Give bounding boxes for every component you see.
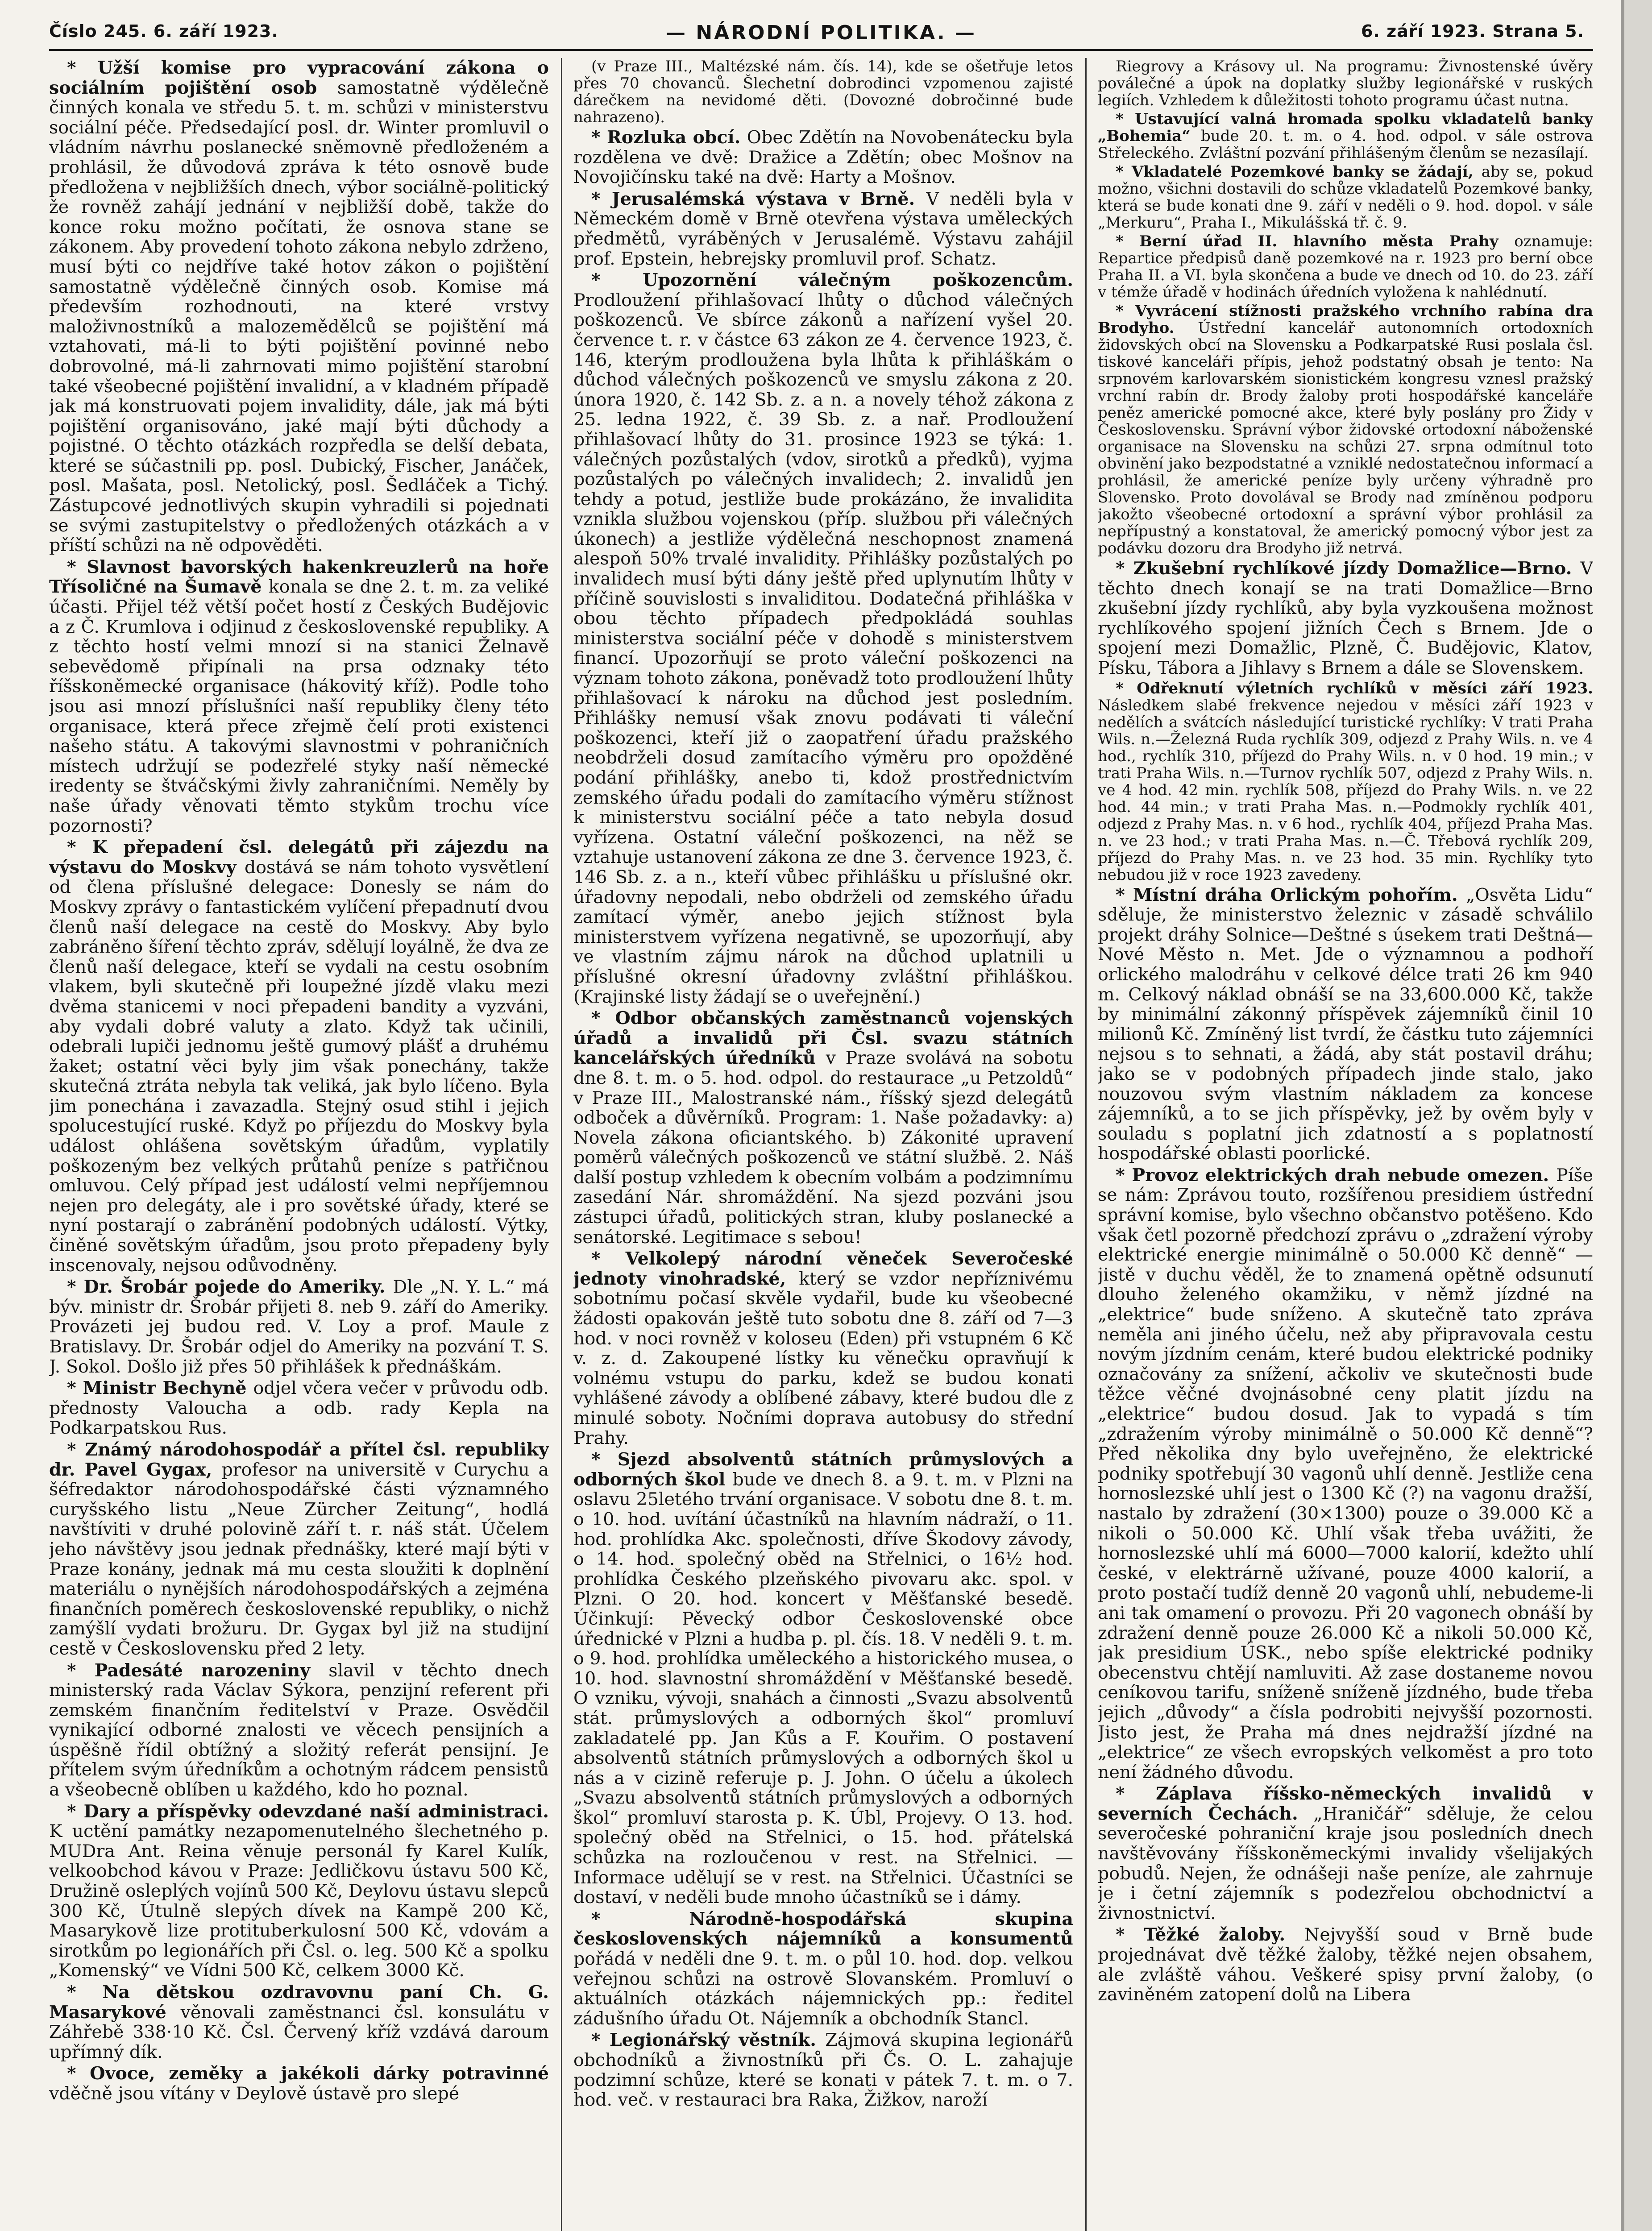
article-body: Zájmová skupina legionářů obchodníků a živnostníků při Čs. O. L. zahajuje podzimní schůze, které se konati v pátek 7. t. m. o 7. hod. več. v restauraci bra Raka, Žižkov, naroží <box>573 2030 1073 2111</box>
article-headline: * Padesáté narozeniny <box>67 1660 329 1681</box>
column-2 <box>573 58 1073 2231</box>
article <box>1098 1784 1593 1923</box>
article-body: K uctění památky nezapomenutelného šlechetného p. MUDra Ant. Reina věnuje personál fy Karel Kulík, velkoobchod kávou v Praze: Jedličkovu ústavu 500 Kč, Družině osleplých vojínů 500 Kč, Deylovu ústavu slepců 300 Kč, Útulně slepých dívek na Kampě 200 Kč, Masarykově lize protituberkulosní 500 Kč, vdovám a sirotkům po legionářích při Čsl. o. leg. 500 Kč a spolku „Komenský“ ve Vídni 500 Kč, celkem 3000 Kč. <box>49 1821 549 1981</box>
article <box>49 1378 549 1438</box>
column-1 <box>49 58 549 2231</box>
article <box>573 128 1073 187</box>
article <box>1098 233 1593 301</box>
article-headline: * Ovoce, zeměky a jakékoli dárky potravinné <box>67 2063 549 2084</box>
article-body: pořádá v neděli dne 9. t. m. o půl 10. hod. dop. velkou veřejnou schůzi na ostrově Slovanském. Promluví o aktuálních otázkách nájemnických pp.: ředitel zádušního úřadu Ot. Nájemník a obchodník Stancl. <box>573 1949 1073 2029</box>
article-body: v Praze svolává na sobotu dne 8. t. m. o 5. hod. odpol. do restaurace „u Petzoldů“ v Praze III., Malostranské nám., říšský sjezd delegátů odboček a důvěrníků. Program: 1. Naše požadavky: a) Novela zákona oficiantského. b) Zákonité upravení poměrů válečných poškozenců ve státní službě. 2. Náš další postup vzhledem k obecním volbám a podzimnímu zasedání Nár. shromáždění. Na sjezd pozváni jsou zástupci úřadů, politických stran, kluby poslanecké a senátorské. Legitimace s sebou! <box>573 1048 1073 1248</box>
article-headline: * Zkušební rychlíkové jízdy Domažlice—Brno. <box>1116 558 1581 579</box>
article-headline: * K přepadení čsl. delegátů při zájezdu na výstavu do Moskvy <box>49 837 549 878</box>
scan-edge <box>1621 0 1652 2231</box>
article-body: bude ve dnech 8. a 9. t. m. v Plzni na oslavu 25letého trvání organisace. V sobotu dne 8. t. m. o 10. hod. uvítání účastníků na hlavním nádraží, o 11. hod. prohlídka Akc. společnosti, dříve Škodovy závody, o 14. hod. společný oběd na Střelnici, o 16½ hod. prohlídka Českého plzeňského pivovaru akc. spol. v Plzni. O 20. hod. koncert v Měšťanské besedě. Účinkují: Pěvecký odbor Československé obce úřednické v Plzni a hudba p. pl. čís. 18. V neděli 9. t. m. o 9. hod. prohlídka uměleckého a historického musea, o 10. hod. slavnostní shromáždění v Měšťanské besedě. O vzniku, vývoji, snahách a činnosti „Svazu absolventů stát. průmyslových a odborných škol“ promluví zakladatelé pp. Jan Kůs a F. Kouřim. O postavení absolventů státních průmyslových a odborných škol u nás a v cizině referuje p. J. John. O účelu a úkolech „Svazu absolventů státních průmyslových a odborných škol“ promluví starosta p. K. Úbl, Projevy. O 13. hod. společný oběd na Střelnici, o 15. hod. přátelská schůzka na rozloučenou v rest. na Střelnici. — Informace udělují se v rest. na Střelnici. Účastníci se dostaví, v neděli bude mnoho účastníků se i dámy. <box>573 1469 1073 1908</box>
article-body: věnovali zaměstnanci čsl. konsulátu v Záhřebě 338·10 Kč. Čsl. Červený kříž vzdává daroum upřímný dík. <box>49 2002 549 2062</box>
article-body: aby se, pokud možno, všichni dostavili do schůze vkladatelů Pozemkové banky, která se bude konati dne 9. září v neděli o 9. hod. dopol. v sále „Merkuru“, Praha I., Mikulášská tř. č. 9. <box>1098 163 1593 232</box>
article-body: „Hraničář“ sděluje, že celou severočeské pohraniční kraje jsou posledních dnech navštěvovány říšskoněmeckými invalidy všelijakých pobudů. Nejen, že odnášeji naše peníze, ale zahrnuje je i četní zájemník s podezřelou obchodnictví a živnostnictví. <box>1098 1803 1593 1924</box>
article-headline: * Legionářský věstník. <box>591 2030 826 2051</box>
article-headline: * Velkolepý národní věneček Severočeské jednoty vinohradské, <box>573 1248 1073 1289</box>
article <box>573 1450 1073 1908</box>
article <box>49 1982 549 2062</box>
article-body: „Osvěta Lidu“ sděluje, že ministerstvo železnic v zásadě schválilo projekt dráhy Solnice—Deštné s úsekem trati Deštná—Nové Město n. Met. Jde o významnou a podhoří orlického malodráhu v celkové délce trati 26 km 940 m. Celkový náklad obnáší se na 33,600.000 Kč, takže by minimální zákonný příspěvek zájemníků činil 10 milionů Kč. Zmíněný list tvrdí, že částku tuto zájemníci nejsou s to sehnati, a žádá, aby stát postavil dráhu; jako se v podobných případech jinde stalo, jako nouzovou svým vlastním nákladem za koncese zájemníků, a to se jich příspěvky, jež by ověm byly v souladu s poplatní jich zdatností a s poplatností hospodářské oblasti poorlické. <box>1098 884 1593 1164</box>
article-headline: * Vyvrácení stížnosti pražského vrchního rabína dra Brodyho. <box>1098 302 1593 337</box>
article-body: profesor na universitě v Curychu a šéfredaktor národohospodářské části významného curyšského listu „Neue Zürcher Zeitung“, hodlá navštíviti v druhé polovině září t. r. náš stát. Účelem jeho návštěvy jsou jednak přednášky, které mají býti v Praze konány, jednak má mu cesta sloužiti k doplnění materiálu o nynějších národohospodářských a zejména finančních poměrech československé republiky, o nichž zamýšlí vydati brožuru. Dr. Gygax byl již na studijní cestě v Československu před 2 lety. <box>49 1459 549 1659</box>
article-body: oznamuje: Repartice předpisů daně pozemkové na r. 1923 pro berní obce Praha II. a VI. byla skončena a bude ve dnech od 10. do 23. září v témže úřadě v hodinách úředních vyložena k nahlédnutí. <box>1098 232 1593 301</box>
article-headline: * Záplava říšsko-německých invalidů v severních Čechách. <box>1098 1783 1593 1824</box>
article-headline: * Dary a příspěvky odevzdané naší administraci. <box>67 1801 549 1822</box>
article <box>1098 163 1593 231</box>
article-headline: * Rozluka obcí. <box>591 127 747 148</box>
article-body: slavil v těchto dnech ministerský rada Václav Sýkora, penzijní referent při zemském finančním ředitelství v Praze. Osvědčil vynikající odborné znalosti ve věcech pensijních a úspěšně řídil obtížný a složitý referát pensijní. Je přítelem svým úředníkům a ochotným rádcem pensistů a všeobecně oblíben u každého, kdo ho poznal. <box>49 1660 549 1800</box>
article <box>49 838 549 1275</box>
article <box>49 1277 549 1377</box>
article <box>1098 111 1593 162</box>
article-body: (v Praze III., Maltézské nám. čís. 14), kde se ošetřuje letos přes 70 chovanců. Šlechetní dobrodinci vzpomenou zajisté dárečkem na nevidomé děti. (Dovozné dobročinné bude nahrazeno). <box>573 58 1073 126</box>
article-headline: * Provoz elektrických drah nebude omezen. <box>1116 1165 1557 1186</box>
article <box>49 1440 549 1659</box>
article-headline: * Jerusalémská výstava v Brně. <box>591 188 926 209</box>
article <box>49 58 549 556</box>
article-headline: * Upozornění válečným poškozencům. <box>591 270 1073 291</box>
article-headline: * Odřeknutí výletních rychlíků v měsíci září 1923. <box>1116 679 1593 697</box>
article <box>573 58 1073 126</box>
article-headline: * Národně-hospodářská skupina československých nájemníků a konsumentů <box>573 1908 1073 1949</box>
article <box>573 189 1073 269</box>
columns-wrapper <box>49 18 1593 2231</box>
article <box>573 2030 1073 2110</box>
issue-number-date: Číslo 245. 6. září 1923. <box>49 21 278 41</box>
article <box>573 1008 1073 1247</box>
article-body: Dle „N. Y. L.“ má býv. ministr dr. Šrobár přijeti 8. neb 9. září do Ameriky. Provázeti jej budou red. V. Loy a prof. Maule z Bratislavy. Dr. Šrobár odjel do Ameriky na pozvání T. S. J. Sokol. Došlo již přes 50 přihlášek k přednáškám. <box>49 1277 549 1377</box>
article <box>1098 559 1593 678</box>
article <box>1098 680 1593 883</box>
article-headline: * Známý národohospodář a přítel čsl. republiky dr. Pavel Gygax, <box>49 1439 549 1480</box>
article-body: odjel včera večer v průvodu odb. přednosty Valoucha a odb. rady Kepla na Podkarpatskou Rus. <box>49 1378 549 1439</box>
article-headline: * Sjezd absolventů státních průmyslových a odborných škol <box>573 1449 1073 1490</box>
page-date-number: 6. září 1923. Strana 5. <box>1361 21 1584 41</box>
columns <box>49 58 1593 2231</box>
article-body: vděčně jsou vítány v Deylově ústavě pro slepé <box>49 2083 460 2104</box>
article-body: Ústřední kancelář autonomních ortodoxních židovských obcí na Slovensku a Podkarpatské Rusi poslala čsl. tiskové kanceláři přípis, jehož podstatný obsah je tento: Na srpnovém karlovarském sionistickém kongresu vznesl pražský vrchní rabín dr. Brody žaloby proti hospodářské kanceláře peněz americké pomocné akce, které byly poslány pro Židy v Československu. Správní výbor židovské ortodoxní náboženské organisace na Slovensku na schůzi 27. srpna odmítnul toto obvinění jako bezpodstatné a vzniklé nedostatečnou informací a prohlásil, že americké peníze byly určeny výhradně pro Slovensko. Proto dovolával se Brody nad zmíněnou podporu jakožto všeobecné ortodoxní a správní výbor prohlásil za nepřípustný a konstatoval, že americký pomocný výbor jest za podávku dozoru dra Brodyho již netrvá. <box>1098 319 1593 557</box>
article <box>49 2064 549 2103</box>
article-body: Následkem slabé frekvence nejedou v měsíci září 1923 v nedělích a svátcích následující turistické rychlíky: V trati Praha Wils. n.—Železná Ruda rychlík 309, odjezd z Prahy Wils. n. ve 4 hod., rychlík 310, příjezd do Prahy Wils. n. v 0 hod. 19 min.; v trati Praha Wils. n.—Turnov rychlík 507, odjezd z Prahy Wils. n. ve 4 hod. 42 min. rychlík 508, příjezd do Prahy Wils. n. ve 22 hod. 44 min.; v trati Praha Mas. n.—Podmokly rychlík 401, odjezd z Prahy Mas. n. v 6 hod., rychlík 404, příjezd Praha Mas. n. ve 23 hod.; v trati Praha Mas. n.—Č. Třebová rychlík 209, příjezd do Prahy Mas. n. ve 23 hod. 35 min. Rychlíky tyto nebudou již v roce 1923 zavedeny. <box>1098 696 1593 884</box>
article-headline: * Ministr Bechyně <box>67 1378 253 1399</box>
article-body: Píše se nám: Zprávou touto, rozšířenou presidiem ústřední správní komise, bylo všechno občanstvo potěšeno. Kdo však četl pozorně předchozí zprávu o „zdražení výroby elektrické energie minimálně o 50.000 Kč denně“ — jistě v duchu věděl, že to znamená opětně odsunutí dlouho želeného okamžiku, v němž jízdné na „elektrice“ bude sníženo. A skutečně tato zpráva neměla ani jiného účelu, než aby připravovala cestu novým jízdním cenám, které budou elektrické podniky označovány za snížení, ačkoliv ve skutečnosti bude těžce věčné dvojnásobné ceny platit jízdu na „elektrice“ budou dosud. Jak to vypadá s tím „zdražením výroby minimálně o 50.000 Kč denně“? Před několika dny bylo uveřejněno, že elektrické podniky spotřebují 30 vagonů uhlí denně. Jestliže cena hornoslezské uhlí jest o 1300 Kč (?) na vagonu dražší, nastalo by zdražení (30×1300) pouze o 39.000 Kč a nikoli o 50.000 Kč. Uhlí však třeba uvážiti, že hornoslezské uhlí má 6000—7000 kalorií, kdežto uhlí české, v elektrárně užívané, pouze 4000 kalorií, a proto postačí tudíž denně 20 vagonů uhlí, nebudeme-li ani tak omamení o provozu. Při 20 vagonech obnáší by zdražení denně pouze 26.000 Kč a nikoli 50.000 Kč, jak presidium ÚSK., nebo spíše elektrické podniky obecenstvu chtějí namluviti. Až zase dostaneme novou ceníkovou tarifu, sníženě sníženě jízdného, bude třeba jejich „důvody“ a čísla podrobiti nejvyšší pozornosti. Jisto jest, že Praha má dnes nejdražší jízdné na „elektrice“ ze všech evropských velkoměst a pro toto není žádného důvodu. <box>1098 1165 1593 1783</box>
article-body: Nejvyšší soud v Brně bude projednávat dvě těžké žaloby, těžké nejen obsahem, ale zvláště váhou. Veškeré spisy první žaloby, (o zaviněném zatopení dolů na Libera <box>1098 1924 1593 2005</box>
article-body: konala se dne 2. t. m. za veliké účasti. Přijel též větší počet hostí z Českých Budějovic a z Č. Krumlova i odjinud z československé republiky. A z těchto hostí velmi mnozí si na stanici Želnavě sebevědomě připínali na prsa odznaky této říšskoněmecké organisace (hákovitý kříž). Podle toho jsou asi mnozí příslušníci naší republiky členy této organisace, která přece zřejmě čelí proti existenci našeho státu. A takovými slavnostmi v pohraničních místech udržují se podezřelé styky naší německé iredenty se štváčskými živly zahraničními. Neměly by naše úřady věnovati těmto stykům trochu více pozornosti? <box>49 576 549 836</box>
article <box>1098 1925 1593 2004</box>
article-headline: * Vkladatelé Pozemkové banky se žádají, <box>1116 163 1482 181</box>
article-headline: * Těžké žaloby. <box>1116 1924 1304 1945</box>
article-body: dostává se nám tohoto vysvětlení od člena příslušné delegace: Donesly se nám do Moskvy zprávy o fantastickém vylíčení přepadnutí dvou členů naší delegace na cestě do Moskvy. Aby bylo zabráněno šíření těchto zpráv, sdělují loyálně, že dva ze členů naší delegace, kteří se vydali na cestu osobním vlakem, byli skutečně při loupežné jízdě vlaku mezi dvěma stanicemi v noci přepadeni bandity a vyzváni, aby vydali dobré valuty a zlato. Když tak učinili, odebrali lupiči jednomu ještě gumový plášť a druhému žaket; ostatní věci byly jim však ponechány, takže skutečná ztráta nebyla tak veliká, jak bylo líčeno. Byla jim ponechána i zavazadla. Stejný osud stihl i jejich spolucestující ruské. Když po příjezdu do Moskvy byla událost ohlášena sovětským úřadům, vyplatily poškozeným bez velkých průtahů peníze s patřičnou omluvou. Celý případ jest událostí velmi nepříjemnou nejen pro delegáty, ale i pro sovětské úřady, které se nyní postarají o zabránění podobných událostí. Výtky, činěné sovětským úřadům, jsou proto přepadeny byly inscenovaly, nejsou odůvodněny. <box>49 857 549 1276</box>
article <box>1098 885 1593 1164</box>
article <box>49 1661 549 1800</box>
article-body: samostatně výdělečně činných konala ve středu 5. t. m. schůzi v ministerstvu sociální péče. Předsedající posl. dr. Winter promluvil o vládním návrhu poslanecké sněmovně předloženém a prohlásil, že důvodová zpráva k této osnově bude předložena v nejbližších dnech, výbor sociálně-politický že rovněž zahájí jednání v nejbližší době, takže do konce roku možno počítati, že osnova stane se zákonem. Aby provedení tohoto zákona nebylo zdrženo, musí býti co nejdříve také hotov zákon o pojištění samostatně výdělečně činných osob. Komise má především rozhodnouti, na které vrstvy maloživnostníků a malozemědělců se pojištění má vztahovati, má-li to býti pojištění povinné nebo dobrovolné, má-li zahrnovati mimo pojištění starobní také všeobecné pojištění invalidní, a v kladném případě jak má konstruovati pojem invalidity, dále, jak má býti pojištění organisováno, jaké mají býti důchody a pojistné. O těchto otázkách rozpředla se delší debata, které se súčastnili pp. posl. Dubický, Fischer, Janáček, posl. Mašata, posl. Netolický, posl. Šedláček a Tichý. Zástupcové jednotlivých skupin vyhradili si pojednati se svými zastupitelstvy o předložených otázkách a v příští schůzi na ně odpověděti. <box>49 77 549 556</box>
article-headline: * Slavnost bavorských hakenkreuzlerů na hoře Třísoličné na Šumavě <box>49 556 549 597</box>
article-headline: * Užší komise pro vypracování zákona o sociálním pojištění osob <box>49 58 549 98</box>
article-headline: * Místní dráha Orlickým pohořím. <box>1116 884 1466 905</box>
article-headline: * Ustavující valná hromada spolku vkladatelů banky „Bohemia“ <box>1098 110 1593 145</box>
article-body: Obec Zdětín na Novobenátecku byla rozdělena ve dvě: Dražice a Zdětín; obec Mošnov na Novojičínsku také na dvě: Harty a Mošnov. <box>573 127 1073 188</box>
article-body: V těchto dnech konají se na trati Domažlice—Brno zkušební jízdy rychlíků, aby byla vyzkoušena možnost rychlíkového spojení jižních Čech s Brnem. Jde o spojení mezi Domažlic, Plzně, Č. Budějovic, Klatov, Písku, Tábora a Jihlavy s Brnem a dále se Slovenskem. <box>1098 558 1593 678</box>
article <box>1098 1165 1593 1782</box>
article-headline: * Odbor občanských zaměstnanců vojenských úřadů a invalidů při Čsl. svazu státních kancelářských úředníků <box>573 1008 1073 1069</box>
article <box>573 270 1073 1007</box>
column-3 <box>1098 58 1593 2231</box>
article-body: bude 20. t. m. o 4. hod. odpol. v sále ostrova Střeleckého. Zvláštní pozvání přihlášeným členům se nezasílají. <box>1098 127 1593 162</box>
article <box>1098 303 1593 557</box>
article <box>573 1249 1073 1448</box>
article-headline: * Dr. Šrobár pojede do Ameriky. <box>67 1277 393 1298</box>
article-body: V neděli byla v Německém domě v Brně otevřena výstava uměleckých předmětů, vyráběných v Jerusalémě. Výstavu zahájil prof. Epstein, hebrejsky promluvil prof. Schatz. <box>573 188 1073 269</box>
masthead-title: — NÁRODNÍ POLITIKA. — <box>666 21 976 44</box>
article-headline: * Na dětskou ozdravovnu paní Ch. G. Masarykové <box>49 1982 549 2023</box>
article <box>1098 58 1593 109</box>
article-body: který se vzdor nepříznivému sobotnímu počasí skvěle vydařil, bude ku všeobecné žádosti opakován ještě tuto sobotu dne 8. září od 7—3 hod. v noci rovněž v koloseu (Eden) při vstupném 6 Kč v. z. d. Zakoupené lístky ku věnečku opravňují k volnému vstupu do parku, kdež se budou konati vyhlášené závody a oblíbené zábavy, které budou dle z minulé soboty. Nočními doprava autobusy do střední Prahy. <box>573 1268 1073 1448</box>
article <box>49 557 549 836</box>
article <box>573 1909 1073 2029</box>
article-headline: * Berní úřad II. hlavního města Prahy <box>1116 232 1515 250</box>
article <box>49 1802 549 1981</box>
article-body: Prodloužení přihlašovací lhůty o důchod válečných poškozenců. Ve sbírce zákonů a nařízení vyšel 20. července t. r. v částce 63 zákon ze 4. července 1923, č. 146, kterým prodloužena byla lhůta k přihláškám o důchod válečných poškozenců ve smyslu zákona z 20. února 1920, č. 142 Sb. z. a n. a novely téhož zákona z 25. ledna 1922, č. 39 Sb. z. a nař. Prodloužení přihlašovací lhůty do 31. prosince 1923 se týká: 1. válečných pozůstalých (vdov, sirotků a předků), vyjma pozůstalých po válečných invalidech; 2. invalidů jen tehdy a potud, jestliže bude prokázáno, že invalidita vznikla službou vojenskou (příp. službou při válečných úkonech) a jestliže výdělečná neschopnost znamená alespoň 50% trvalé invalidity. Přihlášky pozůstalých po invalidech musí býti dány ještě před uplynutím lhůty v příčině souvislosti s invaliditou. Dodatečná přihláška v obou těchto případech předpokládá souhlas ministerstva sociální péče v dohodě s ministerstvem financí. Upozorňují se proto váleční poškozenci na význam tohoto zákona, poněvadž toto prodloužení lhůty přihlašovací k nároku na důchod jest posledním. Přihlášky nemusí však znovu podávati ti váleční poškozenci, kteří již o zaopatření úřadu pražského neobdrželi dosud zamítacího výměru pro opožděné podání přihlášky, anebo ti, kdož prostřednictvím zemského úřadu podali do zamítacího výměru stížnost k ministerstvu sociální péče a tato nebyla dosud vyřízena. Ostatní váleční poškozenci, na něž se vztahuje ustanovení zákona ze dne 3. července 1923, č. 146 Sb. z. a n., kteří vůbec přihlášku u příslušné okr. úřadovny nepodali, nebo obdrželi od zemského úřadu zamítací výměr, anebo jejich stížnost byla ministerstvem vyřízena negativně, se upozorňují, aby ve vlastním zájmu nárok na důchod uplatnili u příslušné okresní úřadovny zvláštní přihláškou. (Krajinské listy žádají se o uveřejnění.) <box>573 290 1073 1007</box>
scan-edge-line <box>1621 0 1624 2231</box>
article-body: Riegrovy a Krásovy ul. Na programu: Živnostenské úvěry poválečné a úpok na doplatky služby legionářské v ruských legiích. Vzhledem k důležitosti tohoto programu účast nutna. <box>1098 58 1593 109</box>
